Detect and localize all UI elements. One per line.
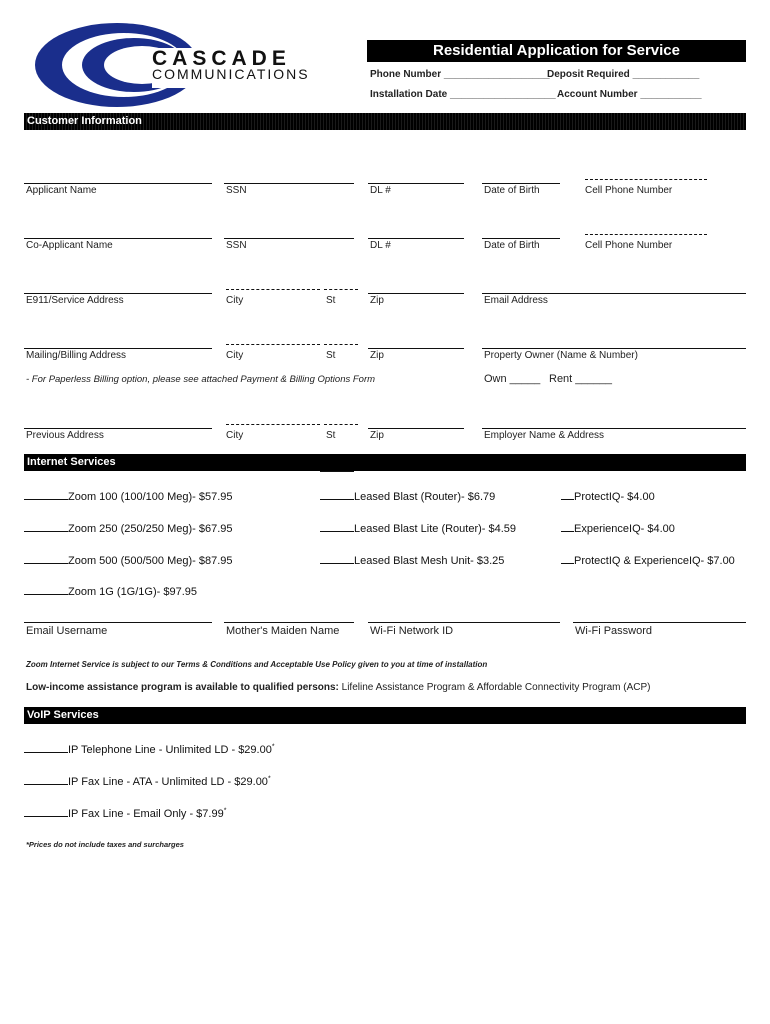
mothers-maiden-name-line[interactable] [224,622,354,623]
terms-note: Zoom Internet Service is subject to our Terms & Conditions and Acceptable Use Policy given to you at time of installation [26,660,488,669]
leased-blast-option[interactable] [320,489,495,503]
cell-phone-line[interactable] [585,179,707,180]
service-zip-label: Zip [370,295,384,306]
co-dl-label: DL # [370,240,391,251]
dl-line[interactable] [368,183,464,184]
zoom-1g-option[interactable] [24,584,197,598]
ip-fax-email-asterisk: * [223,807,227,815]
zoom-100-option[interactable] [24,489,233,503]
mailing-address-line[interactable] [24,348,212,349]
property-owner-label: Property Owner (Name & Number) [484,350,638,361]
blank-under-bar [320,471,354,472]
service-st-line[interactable] [324,289,358,290]
previous-city-line[interactable] [226,424,320,425]
mailing-st-label: St [326,350,336,361]
logo-subtitle: COMMUNICATIONS [152,66,310,82]
service-st-label: St [326,295,336,306]
co-dob-line[interactable] [482,238,560,239]
property-owner-line[interactable] [482,348,746,349]
ip-fax-ata-asterisk: * [267,775,271,783]
mailing-city-label: City [226,350,244,361]
wifi-password-line[interactable] [573,622,746,623]
co-dl-line[interactable] [368,238,464,239]
price-note: *Prices do not include taxes and surcharges [26,840,184,849]
wifi-network-id-line[interactable] [368,622,560,623]
own-option[interactable]: Own _____ [484,373,541,385]
previous-address-label: Previous Address [26,430,104,441]
co-applicant-name-line[interactable] [24,238,212,239]
wifi-password-label: Wi-Fi Password [575,625,653,637]
applicant-name-label: Applicant Name [26,185,97,196]
previous-city-label: City [226,430,244,441]
deposit-required-field[interactable]: Deposit Required ____________ [547,69,700,80]
mailing-address-label: Mailing/Billing Address [26,350,127,361]
service-address-label: E911/Service Address [26,295,124,306]
previous-address-line[interactable] [24,428,212,429]
protectiq-experienceiq-option[interactable] [561,553,735,567]
rent-option[interactable]: Rent ______ [549,373,612,385]
email-address-label: Email Address [484,295,548,306]
applicant-name-line[interactable] [24,183,212,184]
service-city-label: City [226,295,244,306]
co-applicant-name-label: Co-Applicant Name [26,240,113,251]
protectiq-label: ProtectIQ- $4.00 [574,491,655,503]
zoom-1g-label: Zoom 1G (1G/1G)- $97.95 [68,586,197,598]
experienceiq-label: ExperienceIQ- $4.00 [574,523,675,535]
assistance-bold: Low-income assistance program is available to qualified persons: [26,682,339,693]
paperless-billing-note: - For Paperless Billing option, please see attached Payment & Billing Options Form [26,374,376,385]
service-city-line[interactable] [226,289,320,290]
employer-line[interactable] [482,428,746,429]
previous-st-line[interactable] [324,424,358,425]
zoom-250-label: Zoom 250 (250/250 Meg)- $67.95 [68,523,233,535]
ip-fax-ata-option[interactable] [24,774,271,788]
leased-blast-mesh-label: Leased Blast Mesh Unit- $3.25 [354,555,505,567]
section-internet-services: Internet Services [24,454,746,471]
assistance-programs: Lifeline Assistance Program & Affordable Connectivity Program (ACP) [338,682,651,693]
cell-phone-label: Cell Phone Number [585,185,673,196]
previous-zip-line[interactable] [368,428,464,429]
zoom-250-option[interactable] [24,521,233,535]
co-dob-label: Date of Birth [484,240,540,251]
wifi-network-id-label: Wi-Fi Network ID [370,625,454,637]
ip-fax-email-option[interactable] [24,806,226,820]
leased-blast-mesh-option[interactable] [320,553,504,567]
account-number-field[interactable]: Account Number ___________ [557,89,702,100]
installation-date-field[interactable]: Installation Date ___________________ [370,89,556,100]
co-cell-phone-label: Cell Phone Number [585,240,673,251]
email-username-line[interactable] [24,622,212,623]
ssn-label: SSN [226,185,247,196]
assistance-program-note [26,682,651,693]
mailing-zip-label: Zip [370,350,384,361]
logo-name: CASCADE [152,47,291,70]
service-address-line[interactable] [24,293,212,294]
mothers-maiden-name-label: Mother's Maiden Name [226,625,340,637]
dl-label: DL # [370,185,391,196]
dob-line[interactable] [482,183,560,184]
co-ssn-label: SSN [226,240,247,251]
section-customer-information: Customer Information [24,113,746,130]
dob-label: Date of Birth [484,185,540,196]
leased-blast-label: Leased Blast (Router)- $6.79 [354,491,496,503]
ssn-line[interactable] [224,183,354,184]
ip-telephone-option[interactable] [24,742,275,756]
leased-blast-lite-option[interactable] [320,521,516,535]
ip-fax-ata-label: IP Fax Line - ATA - Unlimited LD - $29.00 [68,776,268,788]
phone-number-field[interactable]: Phone Number ___________________ [370,69,550,80]
mailing-zip-line[interactable] [368,348,464,349]
protectiq-experienceiq-label: ProtectIQ & ExperienceIQ- $7.00 [574,555,735,567]
previous-zip-label: Zip [370,430,384,441]
co-cell-phone-line[interactable] [585,234,707,235]
mailing-st-line[interactable] [324,344,358,345]
service-zip-line[interactable] [368,293,464,294]
ip-telephone-label: IP Telephone Line - Unlimited LD - $29.00 [68,744,272,756]
employer-label: Employer Name & Address [484,430,605,441]
ip-telephone-asterisk: * [271,743,275,751]
email-username-label: Email Username [26,625,108,637]
co-ssn-line[interactable] [224,238,354,239]
protectiq-option[interactable] [561,489,655,503]
cascade-logo [32,20,337,110]
ip-fax-email-label: IP Fax Line - Email Only - $7.99 [68,808,224,820]
leased-blast-lite-label: Leased Blast Lite (Router)- $4.59 [354,523,517,535]
previous-st-label: St [326,430,336,441]
mailing-city-line[interactable] [226,344,320,345]
section-voip-services: VoIP Services [24,707,746,724]
zoom-500-option[interactable] [24,553,233,567]
experienceiq-option[interactable] [561,521,675,535]
form-title: Residential Application for Service [367,40,746,62]
zoom-100-label: Zoom 100 (100/100 Meg)- $57.95 [68,491,233,503]
email-address-line[interactable] [482,293,746,294]
zoom-500-label: Zoom 500 (500/500 Meg)- $87.95 [68,555,233,567]
